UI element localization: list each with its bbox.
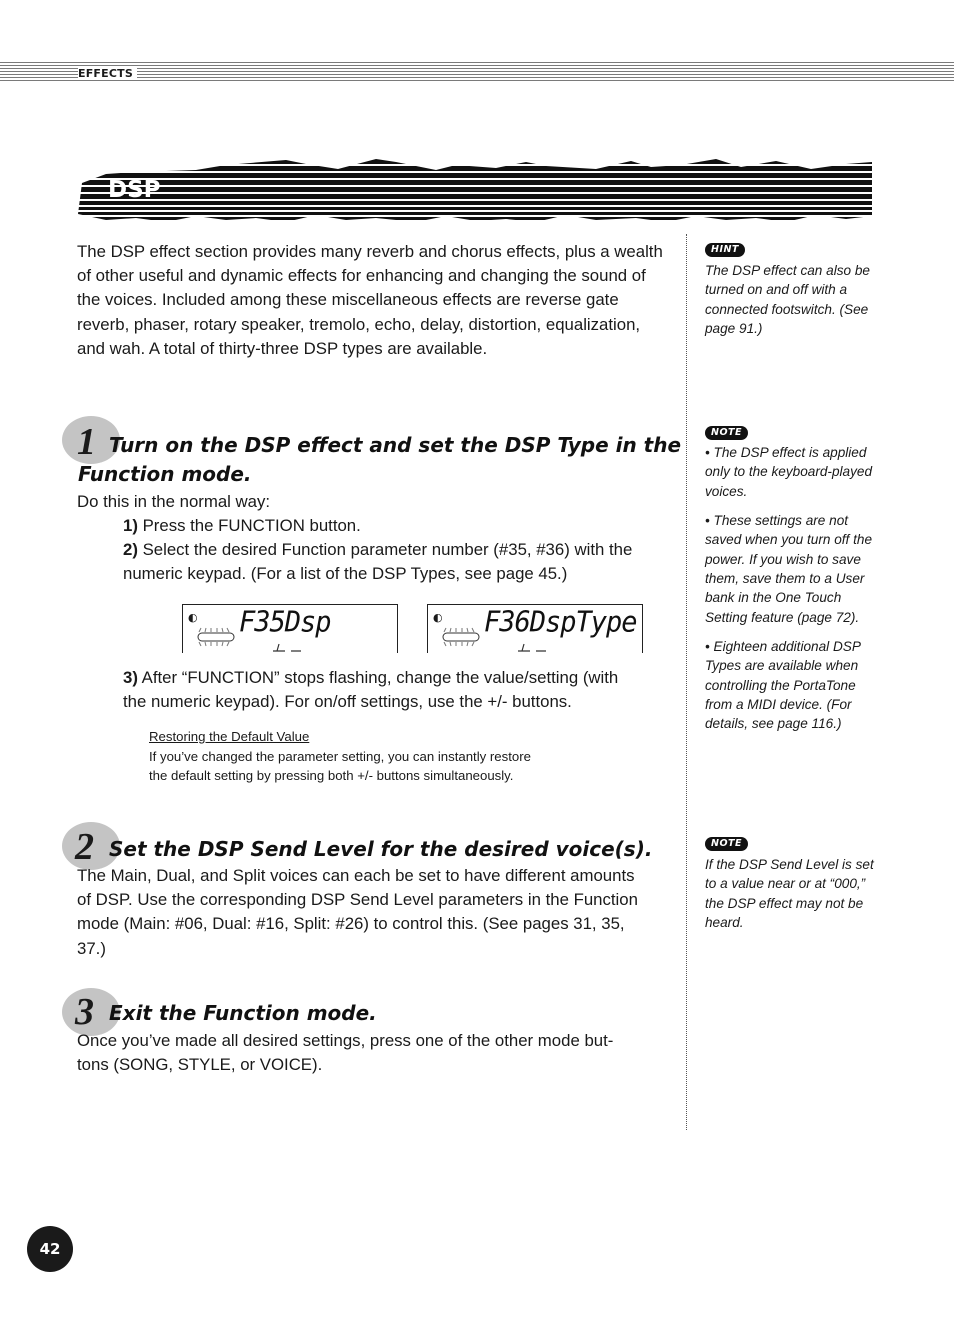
step-3-line: tons (SONG, STYLE, or VOICE). [77,1055,323,1075]
header-rule [0,62,954,84]
note-1-list [705,443,883,743]
step-2-body [77,864,638,961]
lcd-display-f36 [427,604,643,653]
step-1-sub2-cont: numeric keypad. (For a list of the DSP Types, see page 45.) [123,564,568,583]
note-item: • These settings are not saved when you turn off the power. If you wish to save them, save them to a User bank in the One Touch Setting feature (page 72). [705,512,873,625]
step-1-sub3 [123,666,618,690]
sidebar-divider [686,234,687,1130]
note-item: • Eighteen additional DSP Types are available when controlling the PortaTone from a MIDI device. (For details, see page 116.) [705,638,861,732]
note-2-text: If the DSP Send Level is set to a value near or at “000,” the DSP effect may not be heard. [705,857,874,931]
restore-body-line: the default setting by pressing both +/- buttons simultaneously. [149,768,514,783]
lcd-indicator-icon: ◐ [188,611,198,624]
lcd-flash-icon [440,627,484,647]
sub1-text: Press the FUNCTION button. [137,516,361,535]
hint-text: The DSP effect can also be turned on and off with a connected footswitch. (See page 91.) [705,263,870,337]
step-3-title: Exit the Function mode. [109,1001,377,1025]
note-badge: NOTE [705,426,748,440]
step-1-number: 1 [77,421,96,463]
step-2-number: 2 [75,826,94,868]
section-title: DSP [108,177,161,203]
step-1-sub3-cont: the numeric keypad). For on/off settings, use the +/- buttons. [123,692,572,711]
step-2-line: of DSP. Use the corresponding DSP Send Level parameters in the Function [77,890,638,910]
sub2-text: Select the desired Function parameter number (#35, #36) with the [137,540,633,559]
sub2-number: 2) [123,540,138,559]
note-badge: NOTE [705,837,748,851]
step-1-lead: Do this in the normal way: [77,492,271,511]
step-3-body [77,1029,613,1077]
note-item: • The DSP effect is applied only to the keyboard-played voices. [705,445,873,499]
step-3-line: Once you’ve made all desired settings, press one of the other mode but- [77,1031,614,1050]
section-banner [76,156,874,226]
lcd-display-f35 [182,604,398,653]
step-1-sub1 [123,514,361,538]
step-2-title: Set the DSP Send Level for the desired voice(s). [109,837,653,861]
lcd-flash-icon [195,627,239,647]
hint-badge: HINT [705,243,745,257]
sub3-number: 3) [123,668,138,687]
step-1-title-line2: Function mode. [78,462,252,486]
lcd-marker-icon [271,643,311,653]
step-1-title-line1: Turn on the DSP effect and set the DSP Type in the [109,433,682,457]
section-label: EFFECTS [78,67,137,80]
step-3-number: 3 [75,991,94,1033]
lcd-text: F35Dsp [239,606,331,639]
step-2-line: 37.) [77,938,106,958]
intro-paragraph: The DSP effect section provides many reverb and chorus effects, plus a wealth of other useful and dynamic effects for enhancing and changing the sound of the voices. Included among these miscellaneous effects are reverse gate reverb, phaser, rotary speaker, tremolo, echo, delay, distortion, equalization, and wah. A total of thirty-three DSP types are available. [77,242,663,358]
sub1-number: 1) [123,516,138,535]
lcd-marker-icon [516,643,556,653]
lcd-text: F36DspType [484,606,637,639]
step-2-line: mode (Main: #06, Dual: #16, Split: #26) to control this. (See pages 31, 35, [77,914,625,934]
restore-body-line: If you’ve changed the parameter setting, you can instantly restore [149,749,531,764]
step-2-line: The Main, Dual, and Split voices can each be set to have different amounts [77,866,635,885]
lcd-indicator-icon: ◐ [433,611,443,624]
restore-default-body [149,747,589,785]
sub3-text: After “FUNCTION” stops flashing, change the value/setting (with [137,668,619,687]
restore-default-heading: Restoring the Default Value [149,729,310,744]
step-1-sub2 [123,538,632,562]
page-number: 42 [39,1240,61,1258]
